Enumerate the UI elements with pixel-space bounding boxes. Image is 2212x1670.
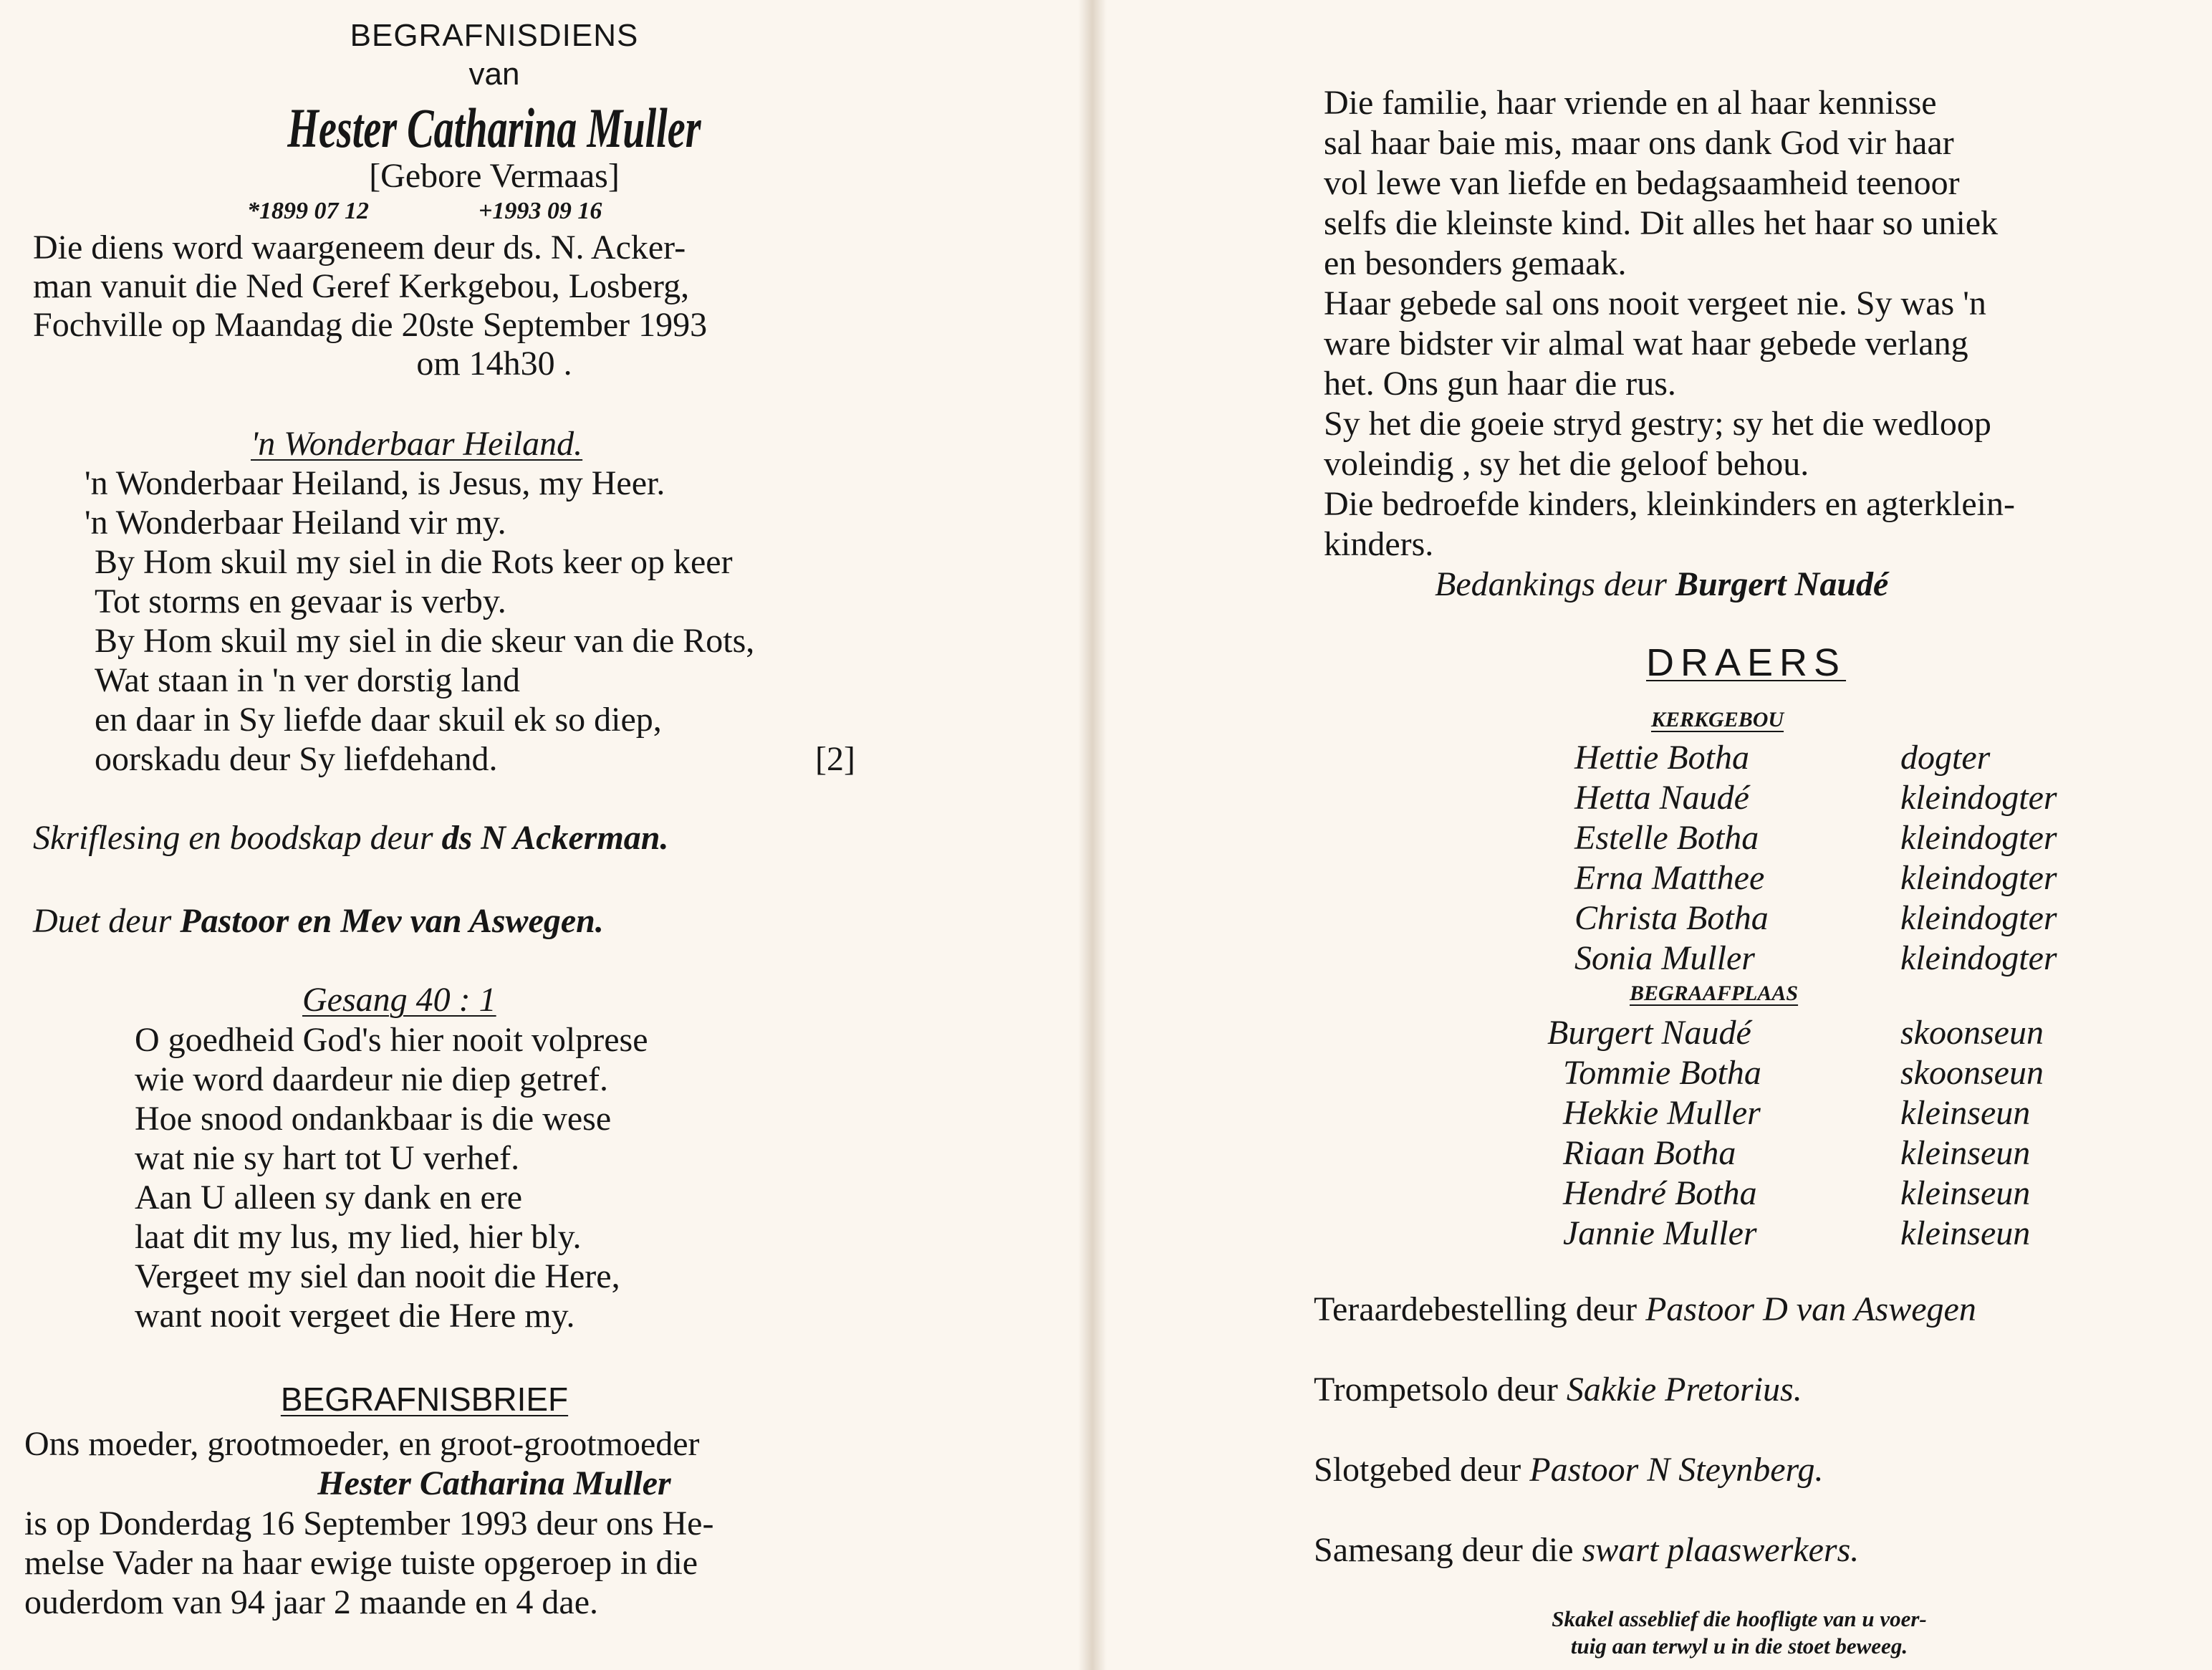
hymn2-line: Hoe snood ondankbaar is die wese xyxy=(135,1100,612,1138)
hymn1-line: en daar in Sy liefde daar skuil ek so diep, xyxy=(95,701,662,739)
bearers-title: DRAERS xyxy=(1646,641,1847,684)
letter-line: ouderdom van 94 jaar 2 maande en 4 dae. xyxy=(24,1583,599,1621)
left-page xyxy=(0,0,1074,1670)
letter-line: is op Donderdag 16 September 1993 deur ons He- xyxy=(24,1505,714,1542)
bearer-name: Erna Matthee xyxy=(1574,859,1765,897)
bearer-role: kleindogter xyxy=(1900,859,2057,897)
prayer-minister: Pastoor N Steynberg. xyxy=(1529,1451,1824,1489)
bearer-name: Hetta Naudé xyxy=(1574,779,1749,817)
letter-line: sal haar baie mis, maar ons dank God vir haar xyxy=(1324,124,1954,162)
hymn1-line: By Hom skuil my siel in die Rots keer op keer xyxy=(95,543,733,581)
letter-line: en besonders gemaak. xyxy=(1324,244,1627,282)
hymn2-line: Aan U alleen sy dank en ere xyxy=(135,1179,523,1216)
trumpet-line: Trompetsolo deur Sakkie Pretorius. xyxy=(1314,1371,1802,1409)
bearer-name: Burgert Naudé xyxy=(1547,1014,1751,1052)
footer-notice-line: tuig aan terwyl u in die stoet beweeg. xyxy=(1570,1633,1908,1659)
bearer-role: kleinseun xyxy=(1900,1214,2031,1252)
grave-bearers-label: BEGRAAFPLAAS xyxy=(1630,982,1799,1005)
letter-line: Ons moeder, grootmoeder, en groot-grootmoeder xyxy=(24,1425,700,1463)
maiden-name: [Gebore Vermaas] xyxy=(369,157,620,195)
thanks-person: Burgert Naudé xyxy=(1675,565,1889,603)
service-line-1: Die diens word waargeneem deur ds. N. Acker- xyxy=(33,229,686,267)
bearer-role: kleindogter xyxy=(1900,779,2057,817)
birth-date: *1899 07 12 xyxy=(247,198,369,224)
deceased-name: Hester Catharina Muller xyxy=(287,97,701,159)
letter-line: Die bedroefde kinders, kleinkinders en agterklein- xyxy=(1324,485,2015,523)
bearer-role: kleinseun xyxy=(1900,1174,2031,1212)
bearer-role: kleinseun xyxy=(1900,1094,2031,1132)
van-label: van xyxy=(468,57,520,92)
hymn2-line: O goedheid God's hier nooit volprese xyxy=(135,1021,648,1059)
bearer-name: Hekkie Muller xyxy=(1563,1094,1761,1132)
bearer-role: kleindogter xyxy=(1900,939,2057,977)
duet-line: Duet deur Pastoor en Mev van Aswegen. xyxy=(33,902,604,940)
prayer-line: Slotgebed deur Pastoor N Steynberg. xyxy=(1314,1451,1824,1489)
service-heading: BEGRAFNISDIENS xyxy=(350,18,639,53)
hymn1-title: 'n Wonderbaar Heiland. xyxy=(251,425,583,463)
letter-line: kinders. xyxy=(1324,525,1434,563)
bearer-name: Estelle Botha xyxy=(1574,819,1759,857)
service-line-4: om 14h30 . xyxy=(416,345,572,383)
singing-line: Samesang deur die swart plaaswerkers. xyxy=(1314,1531,1860,1569)
bearer-role: kleinseun xyxy=(1900,1134,2031,1172)
service-line-3: Fochville op Maandag die 20ste September 1993 xyxy=(33,306,708,344)
service-line-2: man vanuit die Ned Geref Kerkgebou, Losberg, xyxy=(33,267,690,305)
bearer-name: Christa Botha xyxy=(1574,899,1769,937)
hymn1-line: By Hom skuil my siel in die skeur van die Rots, xyxy=(95,622,755,660)
bearer-role: kleindogter xyxy=(1900,819,2057,857)
letter-line: Sy het die goeie stryd gestry; sy het die wedloop xyxy=(1324,405,1991,443)
hymn2-line: wie word daardeur nie diep getref. xyxy=(135,1060,609,1098)
letter-line: voleindig , sy het die geloof behou. xyxy=(1324,445,1809,483)
hymn1-verse: [2] xyxy=(815,740,855,778)
committal-line: Teraardebestelling deur Pastoor D van Aswegen xyxy=(1314,1290,1976,1328)
duet-performers: Pastoor en Mev van Aswegen. xyxy=(180,902,604,940)
bearer-name: Riaan Botha xyxy=(1563,1134,1736,1172)
hymn2-line: wat nie sy hart tot U verhef. xyxy=(135,1139,520,1177)
letter-line: het. Ons gun haar die rus. xyxy=(1324,365,1676,403)
bearer-name: Hettie Botha xyxy=(1574,739,1749,777)
bearer-role: skoonseun xyxy=(1900,1014,2044,1052)
hymn2-line: want nooit vergeet die Here my. xyxy=(135,1297,575,1335)
bearer-name: Hendré Botha xyxy=(1563,1174,1757,1212)
hymn2-line: laat dit my lus, my lied, hier bly. xyxy=(135,1218,582,1256)
bearer-name: Sonia Muller xyxy=(1574,939,1755,977)
hymn2-line: Vergeet my siel dan nooit die Here, xyxy=(135,1257,620,1295)
hymn2-title: Gesang 40 : 1 xyxy=(302,981,496,1019)
letter-line: ware bidster vir almal wat haar gebede verlang xyxy=(1324,325,1968,363)
hymn1-line: Tot storms en gevaar is verby. xyxy=(95,582,506,620)
bearer-name: Tommie Botha xyxy=(1563,1054,1761,1092)
right-page xyxy=(1117,0,2212,1670)
letter-line: vol lewe van liefde en bedagsaamheid teenoor xyxy=(1324,164,1960,202)
hymn1-line: oorskadu deur Sy liefdehand. xyxy=(95,740,498,778)
letter-deceased-name: Hester Catharina Muller xyxy=(317,1464,671,1502)
hymn1-line: Wat staan in 'n ver dorstig land xyxy=(95,661,520,699)
letter-line: Die familie, haar vriende en al haar kennisse xyxy=(1324,84,1937,122)
death-date: +1993 09 16 xyxy=(479,198,602,224)
bearer-role: kleindogter xyxy=(1900,899,2057,937)
letter-line: Haar gebede sal ons nooit vergeet nie. Sy was 'n xyxy=(1324,284,1986,322)
letter-line: melse Vader na haar ewige tuiste opgeroep in die xyxy=(24,1544,698,1582)
page-fold xyxy=(1078,0,1107,1670)
letter-title: BEGRAFNISBRIEF xyxy=(280,1381,569,1418)
church-bearers-label: KERKGEBOU xyxy=(1651,708,1784,731)
letter-line: selfs die kleinste kind. Dit alles het haar so uniek xyxy=(1324,204,1999,242)
thanks-line: Bedankings deur Burgert Naudé xyxy=(1435,565,1889,603)
reading-minister: ds N Ackerman. xyxy=(441,819,669,857)
bearer-role: skoonseun xyxy=(1900,1054,2044,1092)
bearer-name: Jannie Muller xyxy=(1563,1214,1757,1252)
hymn1-line: 'n Wonderbaar Heiland vir my. xyxy=(85,504,506,542)
singing-group: swart plaaswerkers. xyxy=(1582,1531,1860,1569)
committal-minister: Pastoor D van Aswegen xyxy=(1645,1290,1976,1328)
bearer-role: dogter xyxy=(1900,739,1991,777)
trumpet-player: Sakkie Pretorius. xyxy=(1566,1371,1802,1409)
footer-notice-line: Skakel asseblief die hoofligte van u voer- xyxy=(1552,1606,1927,1631)
reading-line: Skriflesing en boodskap deur ds N Ackerman. xyxy=(33,819,669,857)
hymn1-line: 'n Wonderbaar Heiland, is Jesus, my Heer. xyxy=(85,464,665,502)
